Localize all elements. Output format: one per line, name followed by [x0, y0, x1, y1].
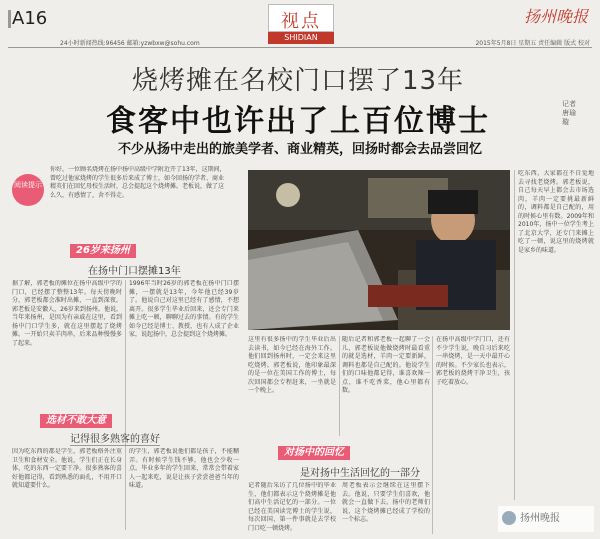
column-7: 的学生，郭老板说他们都是孩子，不能糊弄。有时候学生钱不够，他也会少收一点。毕业多年的学生回来，常常会带着家人一起来吃，说是让孩子尝尝爸爸当年的味道。 — [129, 448, 239, 489]
page-number-bar — [8, 10, 11, 28]
page-number-text: A16 — [12, 8, 48, 29]
watermark — [498, 506, 594, 532]
subheadline: 不少从扬中走出的旅美学者、商业精英，回扬时都会去品尝回忆 — [117, 142, 482, 157]
page-header — [0, 0, 600, 48]
section-heading-3: 对扬中的回忆 — [278, 446, 350, 460]
column-divider — [339, 336, 340, 436]
header-divider — [8, 47, 592, 48]
section-title-box — [268, 4, 334, 32]
column-2: 1996年当时26岁的郭老板在扬中门口摆摊，一摆就是13年，今年他已经39岁了。他说自己对这里已经有了感情，不想离开。很多学生毕业后回来，还会专门来摊上吃一顿，聊聊过去的事情。有的学生如今已经是博士、教授，也有人成了企业家，说起扬中，总会提到这个烧烤摊。 — [129, 280, 239, 338]
column-divider — [514, 170, 515, 500]
date-editor-text: 2015年5月8日 星期五 责任编辑 版式 校对 — [475, 40, 590, 47]
section-subheading-1: 在扬中门口摆摊13年 — [88, 262, 181, 278]
column-divider — [125, 280, 126, 530]
section-title: 视点 — [281, 11, 321, 32]
byline: 记者 唐瑜璇 — [562, 100, 576, 126]
section-subheading-2: 记得很多熟客的喜好 — [70, 430, 160, 446]
column-4: 随后记者和郭老板一起聊了一会儿，郭老板说他做烧烤时最看重的就是选材，羊肉一定要新鲜，调料也都是自己配的。他说学生们的口味他都记得，谁喜欢辣一点，谁不吃香菜，他心里都有数。 — [342, 336, 430, 394]
article-photo — [248, 170, 510, 330]
watermark-text: 扬州晚报 — [520, 513, 560, 524]
lead-badge: 阅读提示 — [12, 174, 44, 206]
page-number — [12, 8, 47, 29]
column-divider — [432, 336, 433, 534]
column-5: 吃东西，大家都在不自觉地去寻找老烧烤。郭老板说，自己每天早上都会去市场选肉，羊肉一定要挑最新鲜的，调料都是自己配的，用的时候心里有数。2009年和2010年，扬中一位学生考上了北京大学，还专门来摊上吃了一顿，说这里的烧烤就是家乡的味道。 — [518, 170, 594, 254]
section-en-label: SHIDIAN — [268, 32, 334, 44]
column-3: 这里有很多扬中的学生毕业后出去读书，如今已经在海外工作。他们回到扬州时，一定会来这里吃烧烤。郭老板说，他印象最深的是一位在美国工作的博士，每次回国都会专程赶来，一坐就是一个晚上。 — [248, 336, 336, 394]
section-subheading-3: 是对扬中生活回忆的一部分 — [300, 464, 420, 480]
column-6: 因为吃东西的都是学生，郭老板格外注重卫生和食材安全。他说，学生们正在长身体，吃的东西一定要干净。很多熟客的喜好他都记得，看到熟悉的面孔，不用开口就知道要什么。 — [12, 448, 122, 489]
photo-illustration — [248, 170, 510, 330]
headline-top: 烧烤摊在名校门口摆了13年 — [131, 66, 465, 96]
column-8: 记者随后采访了几位扬中的毕业生，他们都表示这个烧烤摊是他们高中生活记忆的一部分。一位已经在美国读完博士的学生说，每次回国，第一件事就是去学校门口吃一顿烧烤。 — [248, 482, 336, 532]
section-heading-2: 选材不敢大意 — [40, 414, 112, 428]
lead-paragraph: 你好，一位顾名烧烤在扬中扬中高级中学附近开了13年，这期间，曾吃过他家烧烤的学生很多后来成了博士，如今回扬的学者、商业精英们在回忆母校生活时，总会提起这个烧烤摊。老板说，做了这么久，有感情了，舍不得走。 — [50, 166, 226, 199]
column-10: 在扬中高级中学门口，还有不少学生说，晚自习后来吃一串烧烤，是一天中最开心的时候。不少家长也表示，郭老板的烧烤干净卫生，孩子吃着放心。 — [436, 336, 510, 386]
hotline-text: 24小时新闻热线:96456 邮箱:yzwbxw@sohu.com — [60, 40, 200, 47]
paper-logo: 扬州晚报 — [523, 7, 588, 26]
section-heading-1: 26岁来扬州 — [70, 244, 136, 258]
headline-main: 食客中也许出了上百位博士 — [106, 104, 490, 139]
watermark-icon — [502, 511, 516, 525]
column-1: 据了解，郭老板的摊位在扬中高级中学的门口，已经摆了整整13年。每天傍晚时分，郭老板都会准时出摊，一直到深夜。郭老板是安徽人，26岁来到扬州。他说，当年来扬州，是因为有亲戚在这里，看到扬中门口学生多，就在这里摆起了烧烤摊。一开始只卖羊肉串，后来品种慢慢多了起来。 — [12, 280, 122, 347]
column-9: 周老板表示会继续在这里摆下去。他说，只要学生们喜欢，他就会一直做下去。扬中的老师们说，这个烧烤摊已经成了学校的一个标志。 — [342, 482, 430, 523]
